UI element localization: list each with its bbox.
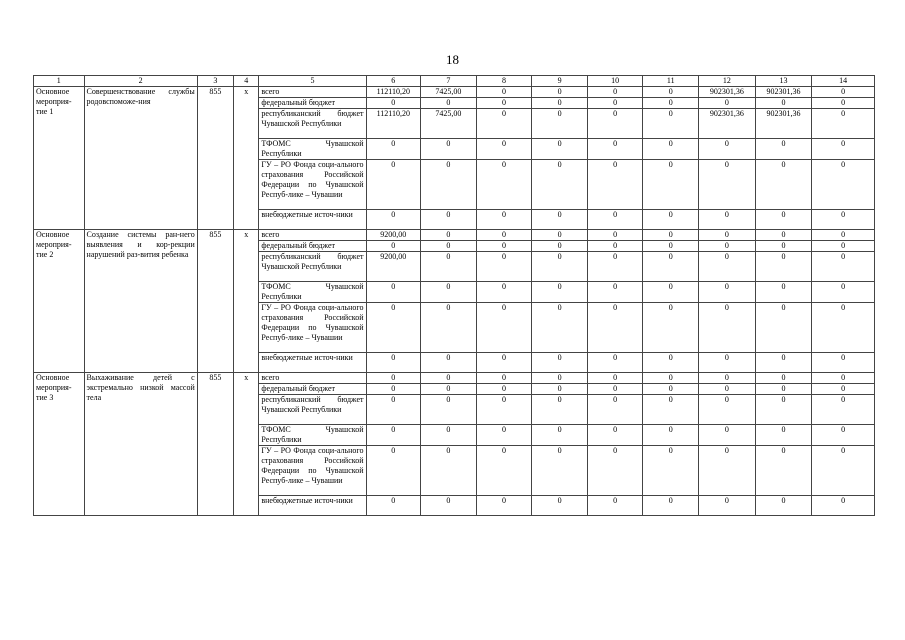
- amount-cell: 0: [755, 98, 812, 109]
- funding-source: ГУ – РО Фонда соци-ального страхования Российской Федерации по Чувашской Респуб-лике – Чувашии: [259, 160, 366, 210]
- amount-cell: 0: [587, 139, 643, 160]
- amount-cell: 0: [366, 98, 421, 109]
- amount-cell: 0: [699, 425, 756, 446]
- amount-cell: 0: [421, 395, 477, 425]
- amount-cell: 0: [755, 139, 812, 160]
- amount-cell: 0: [755, 446, 812, 496]
- amount-cell: 0: [699, 160, 756, 210]
- table-body: [34, 76, 875, 516]
- measure-col4: х: [234, 87, 259, 230]
- table-row: [34, 230, 875, 241]
- amount-cell: 0: [643, 446, 699, 496]
- amount-cell: 0: [366, 139, 421, 160]
- amount-cell: 0: [812, 373, 875, 384]
- funding-source: всего: [259, 87, 366, 98]
- amount-cell: 0: [366, 282, 421, 303]
- amount-cell: 0: [476, 210, 532, 230]
- amount-cell: 0: [532, 230, 588, 241]
- amount-cell: 0: [366, 373, 421, 384]
- column-header-1: 1: [34, 76, 85, 87]
- amount-cell: 0: [699, 98, 756, 109]
- column-header-14: 14: [812, 76, 875, 87]
- amount-cell: 0: [755, 210, 812, 230]
- amount-cell: 0: [366, 210, 421, 230]
- amount-cell: 0: [755, 303, 812, 353]
- funding-source: республиканский бюджет Чувашской Республики: [259, 395, 366, 425]
- amount-cell: 902301,36: [699, 109, 756, 139]
- amount-cell: 0: [812, 384, 875, 395]
- amount-cell: 9200,00: [366, 230, 421, 241]
- amount-cell: 0: [755, 230, 812, 241]
- amount-cell: 0: [366, 425, 421, 446]
- amount-cell: 0: [643, 303, 699, 353]
- column-header-12: 12: [699, 76, 756, 87]
- amount-cell: 0: [812, 395, 875, 425]
- funding-source: республиканский бюджет Чувашской Республики: [259, 109, 366, 139]
- amount-cell: 0: [532, 353, 588, 373]
- funding-source: ГУ – РО Фонда соци-ального страхования Российской Федерации по Чувашской Респуб-лике – Чувашии: [259, 303, 366, 353]
- amount-cell: 0: [366, 446, 421, 496]
- amount-cell: 0: [643, 98, 699, 109]
- amount-cell: 0: [643, 395, 699, 425]
- amount-cell: 0: [643, 109, 699, 139]
- amount-cell: 0: [532, 210, 588, 230]
- amount-cell: 0: [587, 496, 643, 516]
- amount-cell: 0: [476, 282, 532, 303]
- amount-cell: 0: [476, 395, 532, 425]
- amount-cell: 0: [421, 241, 477, 252]
- amount-cell: 0: [812, 109, 875, 139]
- amount-cell: 7425,00: [421, 87, 477, 98]
- amount-cell: 0: [755, 160, 812, 210]
- measure-col4: х: [234, 373, 259, 516]
- funding-source: федеральный бюджет: [259, 98, 366, 109]
- amount-cell: 0: [366, 384, 421, 395]
- amount-cell: 0: [476, 98, 532, 109]
- amount-cell: 0: [421, 210, 477, 230]
- amount-cell: 902301,36: [755, 109, 812, 139]
- amount-cell: 0: [421, 252, 477, 282]
- amount-cell: 0: [812, 282, 875, 303]
- amount-cell: 0: [532, 241, 588, 252]
- amount-cell: 0: [812, 230, 875, 241]
- amount-cell: 0: [421, 282, 477, 303]
- amount-cell: 0: [812, 241, 875, 252]
- amount-cell: 0: [421, 98, 477, 109]
- amount-cell: 0: [643, 425, 699, 446]
- amount-cell: 0: [812, 303, 875, 353]
- amount-cell: 0: [812, 496, 875, 516]
- amount-cell: 0: [587, 425, 643, 446]
- funding-source: республиканский бюджет Чувашской Республики: [259, 252, 366, 282]
- amount-cell: 0: [532, 425, 588, 446]
- amount-cell: 0: [476, 446, 532, 496]
- measure-name: Совершенствование службы родовспоможе-ния: [84, 87, 197, 230]
- measure-code: Основное мероприя-тие 1: [34, 87, 85, 230]
- funding-source: внебюджетные источ-ники: [259, 496, 366, 516]
- amount-cell: 0: [812, 353, 875, 373]
- amount-cell: 0: [532, 496, 588, 516]
- amount-cell: 0: [532, 384, 588, 395]
- amount-cell: 0: [699, 139, 756, 160]
- measure-name: Выхаживание детей с экстремально низкой массой тела: [84, 373, 197, 516]
- measure-name: Создание системы ран-него выявления и кор-рекции нарушений раз-вития ребенка: [84, 230, 197, 373]
- amount-cell: 0: [366, 241, 421, 252]
- amount-cell: 0: [699, 282, 756, 303]
- amount-cell: 0: [643, 384, 699, 395]
- amount-cell: 0: [643, 160, 699, 210]
- measure-col4: х: [234, 230, 259, 373]
- amount-cell: 0: [476, 425, 532, 446]
- amount-cell: 0: [476, 384, 532, 395]
- amount-cell: 0: [699, 252, 756, 282]
- funding-source: федеральный бюджет: [259, 241, 366, 252]
- measure-code: Основное мероприя-тие 2: [34, 230, 85, 373]
- amount-cell: 0: [421, 230, 477, 241]
- column-header-7: 7: [421, 76, 477, 87]
- amount-cell: 0: [587, 384, 643, 395]
- amount-cell: 0: [812, 425, 875, 446]
- amount-cell: 0: [587, 160, 643, 210]
- amount-cell: 0: [812, 139, 875, 160]
- funding-source: всего: [259, 230, 366, 241]
- amount-cell: 0: [755, 425, 812, 446]
- amount-cell: 112110,20: [366, 109, 421, 139]
- funding-source: ТФОМС Чувашской Республики: [259, 282, 366, 303]
- amount-cell: 0: [699, 230, 756, 241]
- table-row: [34, 373, 875, 384]
- amount-cell: 0: [587, 252, 643, 282]
- amount-cell: 0: [421, 373, 477, 384]
- funding-source: ТФОМС Чувашской Республики: [259, 425, 366, 446]
- amount-cell: 902301,36: [755, 87, 812, 98]
- amount-cell: 0: [643, 139, 699, 160]
- amount-cell: 0: [587, 373, 643, 384]
- measure-code: Основное мероприя-тие 3: [34, 373, 85, 516]
- amount-cell: 0: [699, 395, 756, 425]
- amount-cell: 0: [755, 353, 812, 373]
- column-header-10: 10: [587, 76, 643, 87]
- amount-cell: 0: [643, 373, 699, 384]
- amount-cell: 0: [532, 373, 588, 384]
- amount-cell: 0: [532, 87, 588, 98]
- amount-cell: 0: [587, 109, 643, 139]
- amount-cell: 0: [476, 87, 532, 98]
- column-header-4: 4: [234, 76, 259, 87]
- amount-cell: 0: [643, 496, 699, 516]
- amount-cell: 0: [699, 241, 756, 252]
- amount-cell: 0: [643, 282, 699, 303]
- funding-source: ТФОМС Чувашской Республики: [259, 139, 366, 160]
- funding-source: всего: [259, 373, 366, 384]
- amount-cell: 0: [643, 210, 699, 230]
- amount-cell: 0: [812, 210, 875, 230]
- amount-cell: 0: [476, 353, 532, 373]
- amount-cell: 0: [366, 303, 421, 353]
- amount-cell: 0: [532, 109, 588, 139]
- amount-cell: 0: [587, 241, 643, 252]
- amount-cell: 0: [587, 230, 643, 241]
- amount-cell: 0: [755, 282, 812, 303]
- amount-cell: 0: [812, 98, 875, 109]
- amount-cell: 0: [476, 109, 532, 139]
- funding-source: ГУ – РО Фонда соци-ального страхования Российской Федерации по Чувашской Респуб-лике – Чувашии: [259, 446, 366, 496]
- funding-source: внебюджетные источ-ники: [259, 210, 366, 230]
- amount-cell: 0: [699, 303, 756, 353]
- amount-cell: 0: [476, 241, 532, 252]
- table-row: [34, 87, 875, 98]
- amount-cell: 9200,00: [366, 252, 421, 282]
- amount-cell: 0: [532, 160, 588, 210]
- amount-cell: 0: [532, 252, 588, 282]
- amount-cell: 0: [699, 353, 756, 373]
- amount-cell: 0: [699, 210, 756, 230]
- amount-cell: 0: [421, 425, 477, 446]
- funding-source: внебюджетные источ-ники: [259, 353, 366, 373]
- amount-cell: 0: [699, 384, 756, 395]
- amount-cell: 0: [755, 252, 812, 282]
- amount-cell: 0: [755, 241, 812, 252]
- amount-cell: 0: [366, 395, 421, 425]
- amount-cell: 0: [476, 303, 532, 353]
- amount-cell: 0: [421, 353, 477, 373]
- amount-cell: 0: [587, 303, 643, 353]
- amount-cell: 0: [699, 446, 756, 496]
- amount-cell: 0: [643, 87, 699, 98]
- page-number: 18: [446, 52, 459, 67]
- amount-cell: 0: [587, 282, 643, 303]
- amount-cell: 902301,36: [699, 87, 756, 98]
- amount-cell: 0: [532, 98, 588, 109]
- column-header-13: 13: [755, 76, 812, 87]
- amount-cell: 0: [532, 303, 588, 353]
- amount-cell: 0: [587, 87, 643, 98]
- amount-cell: 0: [421, 303, 477, 353]
- amount-cell: 0: [587, 446, 643, 496]
- funding-table: [33, 75, 875, 516]
- amount-cell: 0: [421, 446, 477, 496]
- measure-grbs: 855: [197, 230, 233, 373]
- column-header-6: 6: [366, 76, 421, 87]
- amount-cell: 0: [643, 241, 699, 252]
- column-header-3: 3: [197, 76, 233, 87]
- amount-cell: 0: [587, 353, 643, 373]
- amount-cell: 0: [421, 160, 477, 210]
- amount-cell: 112110,20: [366, 87, 421, 98]
- amount-cell: 0: [476, 252, 532, 282]
- amount-cell: 0: [587, 210, 643, 230]
- amount-cell: 0: [421, 384, 477, 395]
- amount-cell: 0: [587, 98, 643, 109]
- amount-cell: 0: [643, 353, 699, 373]
- amount-cell: 0: [755, 395, 812, 425]
- amount-cell: 0: [421, 139, 477, 160]
- amount-cell: 0: [366, 160, 421, 210]
- amount-cell: 0: [812, 160, 875, 210]
- amount-cell: 0: [587, 395, 643, 425]
- amount-cell: 7425,00: [421, 109, 477, 139]
- amount-cell: 0: [643, 230, 699, 241]
- amount-cell: 0: [532, 395, 588, 425]
- amount-cell: 0: [476, 496, 532, 516]
- column-header-2: 2: [84, 76, 197, 87]
- amount-cell: 0: [755, 373, 812, 384]
- measure-grbs: 855: [197, 373, 233, 516]
- measure-grbs: 855: [197, 87, 233, 230]
- column-header-11: 11: [643, 76, 699, 87]
- amount-cell: 0: [532, 282, 588, 303]
- amount-cell: 0: [421, 496, 477, 516]
- column-header-9: 9: [532, 76, 588, 87]
- amount-cell: 0: [643, 252, 699, 282]
- amount-cell: 0: [476, 160, 532, 210]
- amount-cell: 0: [532, 139, 588, 160]
- amount-cell: 0: [755, 496, 812, 516]
- amount-cell: 0: [366, 353, 421, 373]
- column-header-5: 5: [259, 76, 366, 87]
- amount-cell: 0: [812, 252, 875, 282]
- amount-cell: 0: [366, 496, 421, 516]
- amount-cell: 0: [699, 496, 756, 516]
- amount-cell: 0: [476, 139, 532, 160]
- amount-cell: 0: [812, 87, 875, 98]
- amount-cell: 0: [699, 373, 756, 384]
- amount-cell: 0: [532, 446, 588, 496]
- amount-cell: 0: [812, 446, 875, 496]
- column-header-8: 8: [476, 76, 532, 87]
- amount-cell: 0: [476, 373, 532, 384]
- amount-cell: 0: [755, 384, 812, 395]
- amount-cell: 0: [476, 230, 532, 241]
- funding-source: федеральный бюджет: [259, 384, 366, 395]
- header-row: [34, 76, 875, 87]
